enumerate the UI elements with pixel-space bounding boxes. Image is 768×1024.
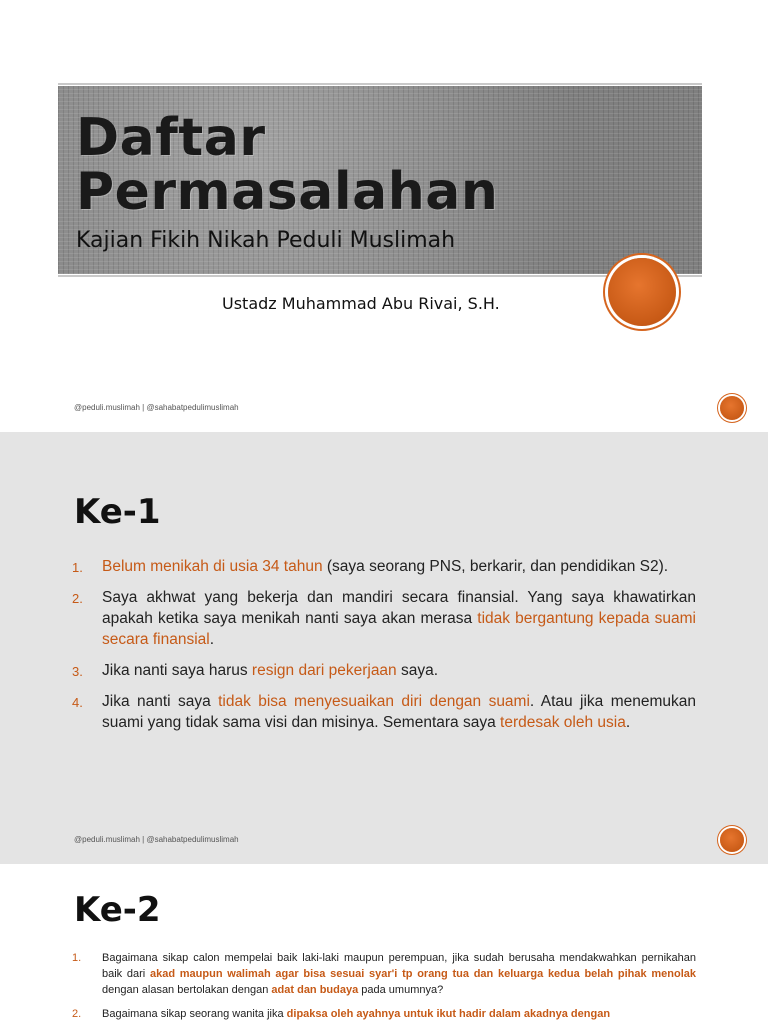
list-item	[72, 691, 696, 733]
list-item	[72, 556, 696, 577]
item-text: pada umumnya?	[358, 984, 444, 996]
list-item	[72, 587, 696, 650]
title-line-1: Daftar	[76, 108, 266, 168]
item-text: Jika nanti saya	[102, 693, 219, 710]
list-item	[72, 660, 696, 681]
subtitle: Kajian Fikih Nikah Peduli Muslimah	[76, 228, 456, 253]
footer-handles: @peduli.muslimah | @sahabatpedulimuslimah	[74, 403, 239, 412]
title-slide	[0, 0, 768, 432]
item-text: saya.	[396, 662, 439, 679]
item-text: .	[209, 631, 215, 648]
slide-heading: Ke-2	[74, 890, 161, 930]
banner-bottom-rule	[58, 275, 702, 277]
item-text: dengan alasan bertolakan dengan	[102, 984, 272, 996]
list-item	[72, 1006, 696, 1022]
highlight-text: Belum menikah di usia 34 tahun	[102, 558, 323, 575]
item-text: .	[625, 714, 631, 731]
highlight-text: tidak bergantung kepada suami secara finansial	[102, 610, 696, 648]
banner-top-rule	[58, 83, 702, 85]
footer-handles: @peduli.muslimah | @sahabatpedulimuslimah	[74, 835, 239, 844]
highlight-text: dipaksa oleh ayahnya untuk ikut hadir dalam akadnya dengan	[286, 1008, 611, 1020]
highlight-text: akad maupun walimah agar bisa sesuai syar'i tp orang tua dan keluarga kedua belah pihak menolak	[149, 968, 696, 980]
list-number: 1.	[72, 952, 82, 964]
orange-circle-icon	[720, 396, 744, 420]
item-text: Bagaimana sikap seorang wanita jika	[102, 1008, 287, 1020]
item-text: (saya seorang PNS, berkarir, dan pendidikan S2).	[322, 558, 669, 575]
list-number: 1.	[72, 560, 83, 575]
title-line-2: Permasalahan	[76, 162, 499, 222]
list-item	[72, 950, 696, 998]
highlight-text: resign dari pekerjaan	[251, 662, 397, 679]
problem-list	[72, 556, 696, 743]
highlight-text: adat dan budaya	[271, 984, 359, 996]
item-text: Jika nanti saya harus	[102, 662, 252, 679]
highlight-text: terdesak oleh usia	[500, 714, 626, 731]
slide-ke-2	[0, 864, 768, 1024]
author-name: Ustadz Muhammad Abu Rivai, S.H.	[222, 294, 500, 313]
list-number: 2.	[72, 591, 83, 606]
orange-circle-icon	[608, 258, 676, 326]
highlight-text: tidak bisa menyesuaikan diri dengan suami	[218, 693, 530, 710]
list-number: 4.	[72, 695, 83, 710]
list-number: 2.	[72, 1008, 82, 1020]
item-text: Bagaimana sikap calon mempelai baik laki-laki maupun perempuan, jika sudah berusaha mendakwahkan pernikahan baik dari	[102, 952, 696, 980]
slide-heading: Ke-1	[74, 492, 161, 532]
orange-circle-icon	[720, 828, 744, 852]
item-text: Saya akhwat yang bekerja dan mandiri secara finansial. Yang saya khawatirkan apakah ketika saya menikah nanti saya akan merasa	[102, 589, 696, 627]
problem-list	[72, 950, 696, 1024]
item-text: . Atau jika menemukan suami yang tidak sama visi dan misinya. Sementara saya	[102, 693, 696, 731]
list-number: 3.	[72, 664, 83, 679]
slide-ke-1	[0, 432, 768, 864]
